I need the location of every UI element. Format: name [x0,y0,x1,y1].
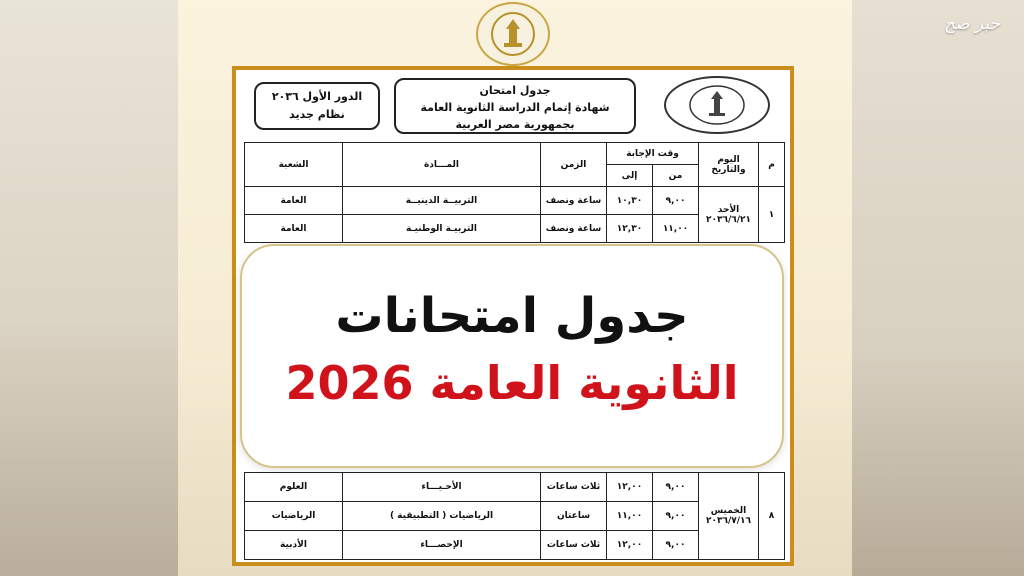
document-header [236,70,790,140]
row-to: ١٠,٣٠ [607,187,653,215]
row-subject: الإحصـــاء [343,531,541,560]
schedule-title-box [394,78,636,134]
headline-line-2: الثانوية العامة 2026 [285,356,739,410]
watermark: خبر صح [944,14,1000,34]
round-line-1: الدور الأول ٢٠٣٦ [271,90,363,103]
row-day-date [699,187,759,243]
ministry-logo-icon [664,76,770,134]
row-division: العامة [245,215,343,243]
row-to: ١٢,٠٠ [607,473,653,502]
row-subject: الرياضيات ( التطبيقية ) [343,502,541,531]
schedule-table-bottom [244,472,785,560]
row-day: الأحد [717,204,740,215]
row-num: ١ [759,187,785,243]
row-subject: التربيـة الوطنيـة [343,215,541,243]
header-division: الشعبة [245,143,343,187]
exam-round-box [254,82,380,130]
row-from: ١١,٠٠ [653,215,699,243]
right-background-panel [852,0,1024,576]
headline-line-1: جدول امتحانات [335,288,689,344]
row-from: ٩,٠٠ [653,187,699,215]
left-background-panel [0,0,178,576]
row-to: ١٢,٣٠ [607,215,653,243]
header-subject: المـــادة [343,143,541,187]
header-day-date: اليوم والتاريخ [699,143,759,187]
header-from: من [653,165,699,187]
row-date: ٢٠٣٦/٦/٢١ [706,214,752,225]
row-division: العامة [245,187,343,215]
row-division: الأدبية [245,531,343,560]
row-duration: ساعة ونصف [541,187,607,215]
row-duration: ساعة ونصف [541,215,607,243]
header-duration: الزمن [541,143,607,187]
row-division: العلوم [245,473,343,502]
row-day: الخميس [710,506,747,516]
row-division: الرياضيات [245,502,343,531]
ministry-emblem-icon [476,2,550,66]
row-to: ١٢,٠٠ [607,531,653,560]
table-row [245,187,785,215]
row-subject: الأحـيـــاء [343,473,541,502]
row-from: ٩,٠٠ [653,531,699,560]
row-from: ٩,٠٠ [653,473,699,502]
row-to: ١١,٠٠ [607,502,653,531]
row-from: ٩,٠٠ [653,502,699,531]
table-row [245,473,785,502]
row-num: ٨ [759,473,785,560]
row-duration: ثلاث ساعات [541,473,607,502]
schedule-table-top [244,142,785,243]
row-day-date [699,473,759,560]
table-header-row [245,143,785,165]
row-duration: ثلاث ساعات [541,531,607,560]
title-line-2: شهادة إتمام الدراسة الثانوية العامة [420,101,610,114]
header-to: إلى [607,165,653,187]
row-date: ٢٠٣٦/٧/١٦ [705,516,752,526]
title-line-1: جدول امتحان [479,84,551,97]
row-subject: التربيــة الدينيــة [343,187,541,215]
header-answer-time: وقت الإجابة [607,143,699,165]
round-line-2: نظام جديد [289,108,345,121]
row-duration: ساعتان [541,502,607,531]
header-num: م [759,143,785,187]
title-line-3: بجمهورية مصر العربية [455,118,575,131]
headline-overlay-card [240,244,784,468]
